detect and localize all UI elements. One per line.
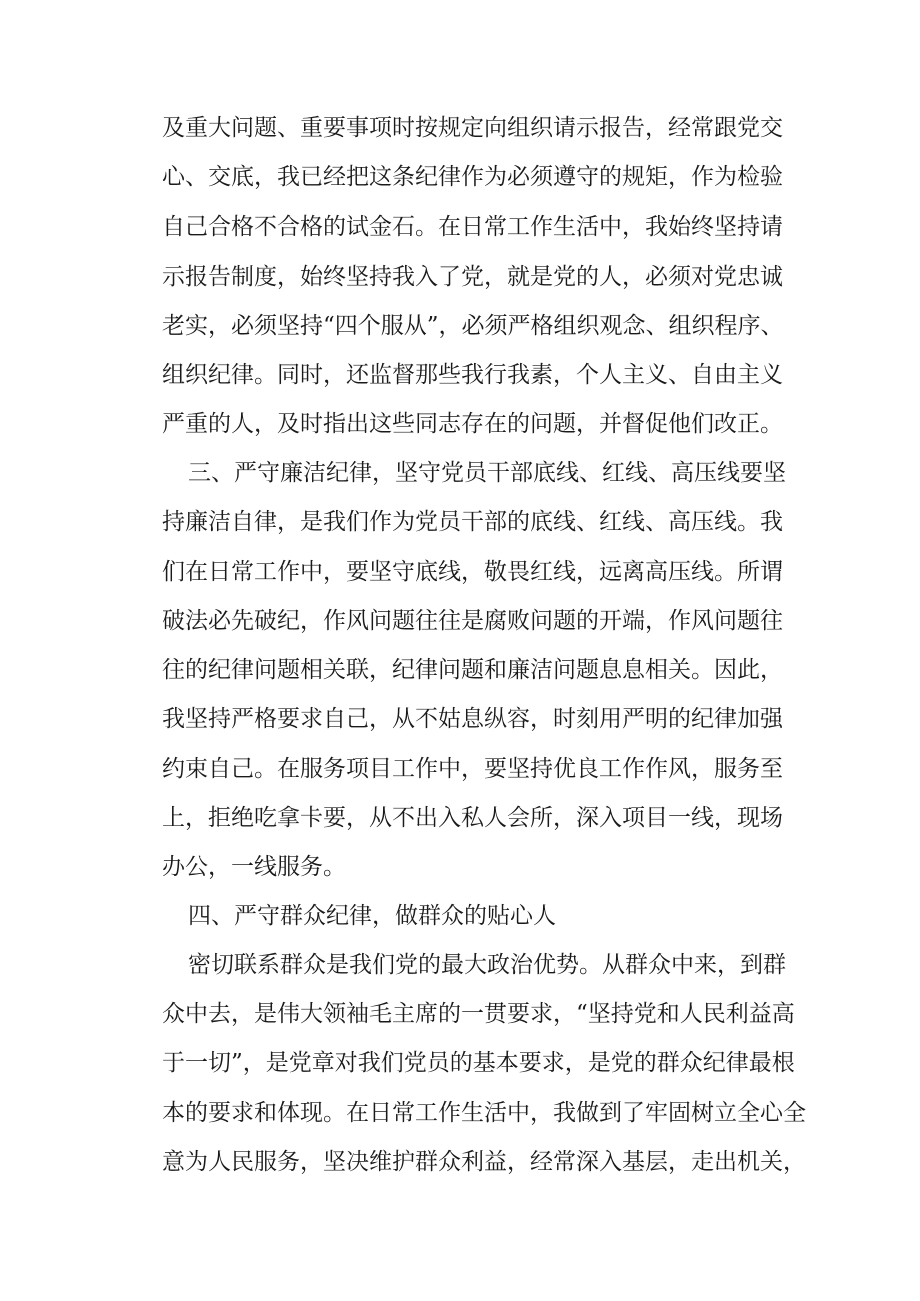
text-line-13: 我坚持严格要求自己，从不姑息纵容，时刻用严明的纪律加强 [162, 706, 783, 732]
section-heading-4: 四、严守群众纪律，做群众的贴心人 [188, 903, 556, 929]
text-line-12: 往的纪律问题相关联，纪律问题和廉洁问题息息相关。因此， [162, 657, 783, 683]
text-line-15: 上，拒绝吃拿卡要，从不出入私人会所，深入项目一线，现场 [162, 805, 783, 831]
text-line-3: 自己合格不合格的试金石。在日常工作生活中，我始终坚持请 [162, 214, 783, 240]
text-line-7: 严重的人，及时指出这些同志存在的问题，并督促他们改正。 [162, 411, 783, 437]
text-line-4: 示报告制度，始终坚持我入了党，就是党的人，必须对党忠诚 [162, 264, 783, 290]
text-line-11: 破法必先破纪，作风问题往往是腐败问题的开端，作风问题往 [162, 608, 783, 634]
text-line-16: 办公，一线服务。 [162, 854, 346, 880]
text-line-19: 众中去，是伟大领袖毛主席的一贯要求，“坚持党和人民利益高 [162, 1001, 795, 1027]
text-line-18: 密切联系群众是我们党的最大政治优势。从群众中来，到群 [188, 952, 786, 978]
text-line-21: 本的要求和体现。在日常工作生活中，我做到了牢固树立全心全 [162, 1100, 806, 1126]
text-line-5: 老实，必须坚持“四个服从”，必须严格组织观念、组织程序、 [162, 313, 784, 339]
text-line-14: 约束自己。在服务项目工作中，要坚持优良工作作风，服务至 [162, 756, 783, 782]
text-line-22: 意为人民服务，坚决维护群众利益，经常深入基层，走出机关， [162, 1149, 806, 1175]
text-line-1: 及重大问题、重要事项时按规定向组织请示报告，经常跟党交 [162, 115, 783, 141]
text-line-2: 心、交底，我已经把这条纪律作为必须遵守的规矩，作为检验 [162, 164, 783, 190]
text-line-10: 们在日常工作中，要坚守底线，敬畏红线，远离高压线。所谓 [162, 559, 783, 585]
text-line-20: 于一切”，是党章对我们党员的基本要求，是党的群众纪律最根 [162, 1050, 795, 1076]
section-heading-3: 三、严守廉洁纪律，坚守党员干部底线、红线、高压线要坚 [188, 460, 786, 486]
text-line-6: 组织纪律。同时，还监督那些我行我素，个人主义、自由主义 [162, 362, 783, 388]
text-line-9: 持廉洁自律，是我们作为党员干部的底线、红线、高压线。我 [162, 509, 783, 535]
